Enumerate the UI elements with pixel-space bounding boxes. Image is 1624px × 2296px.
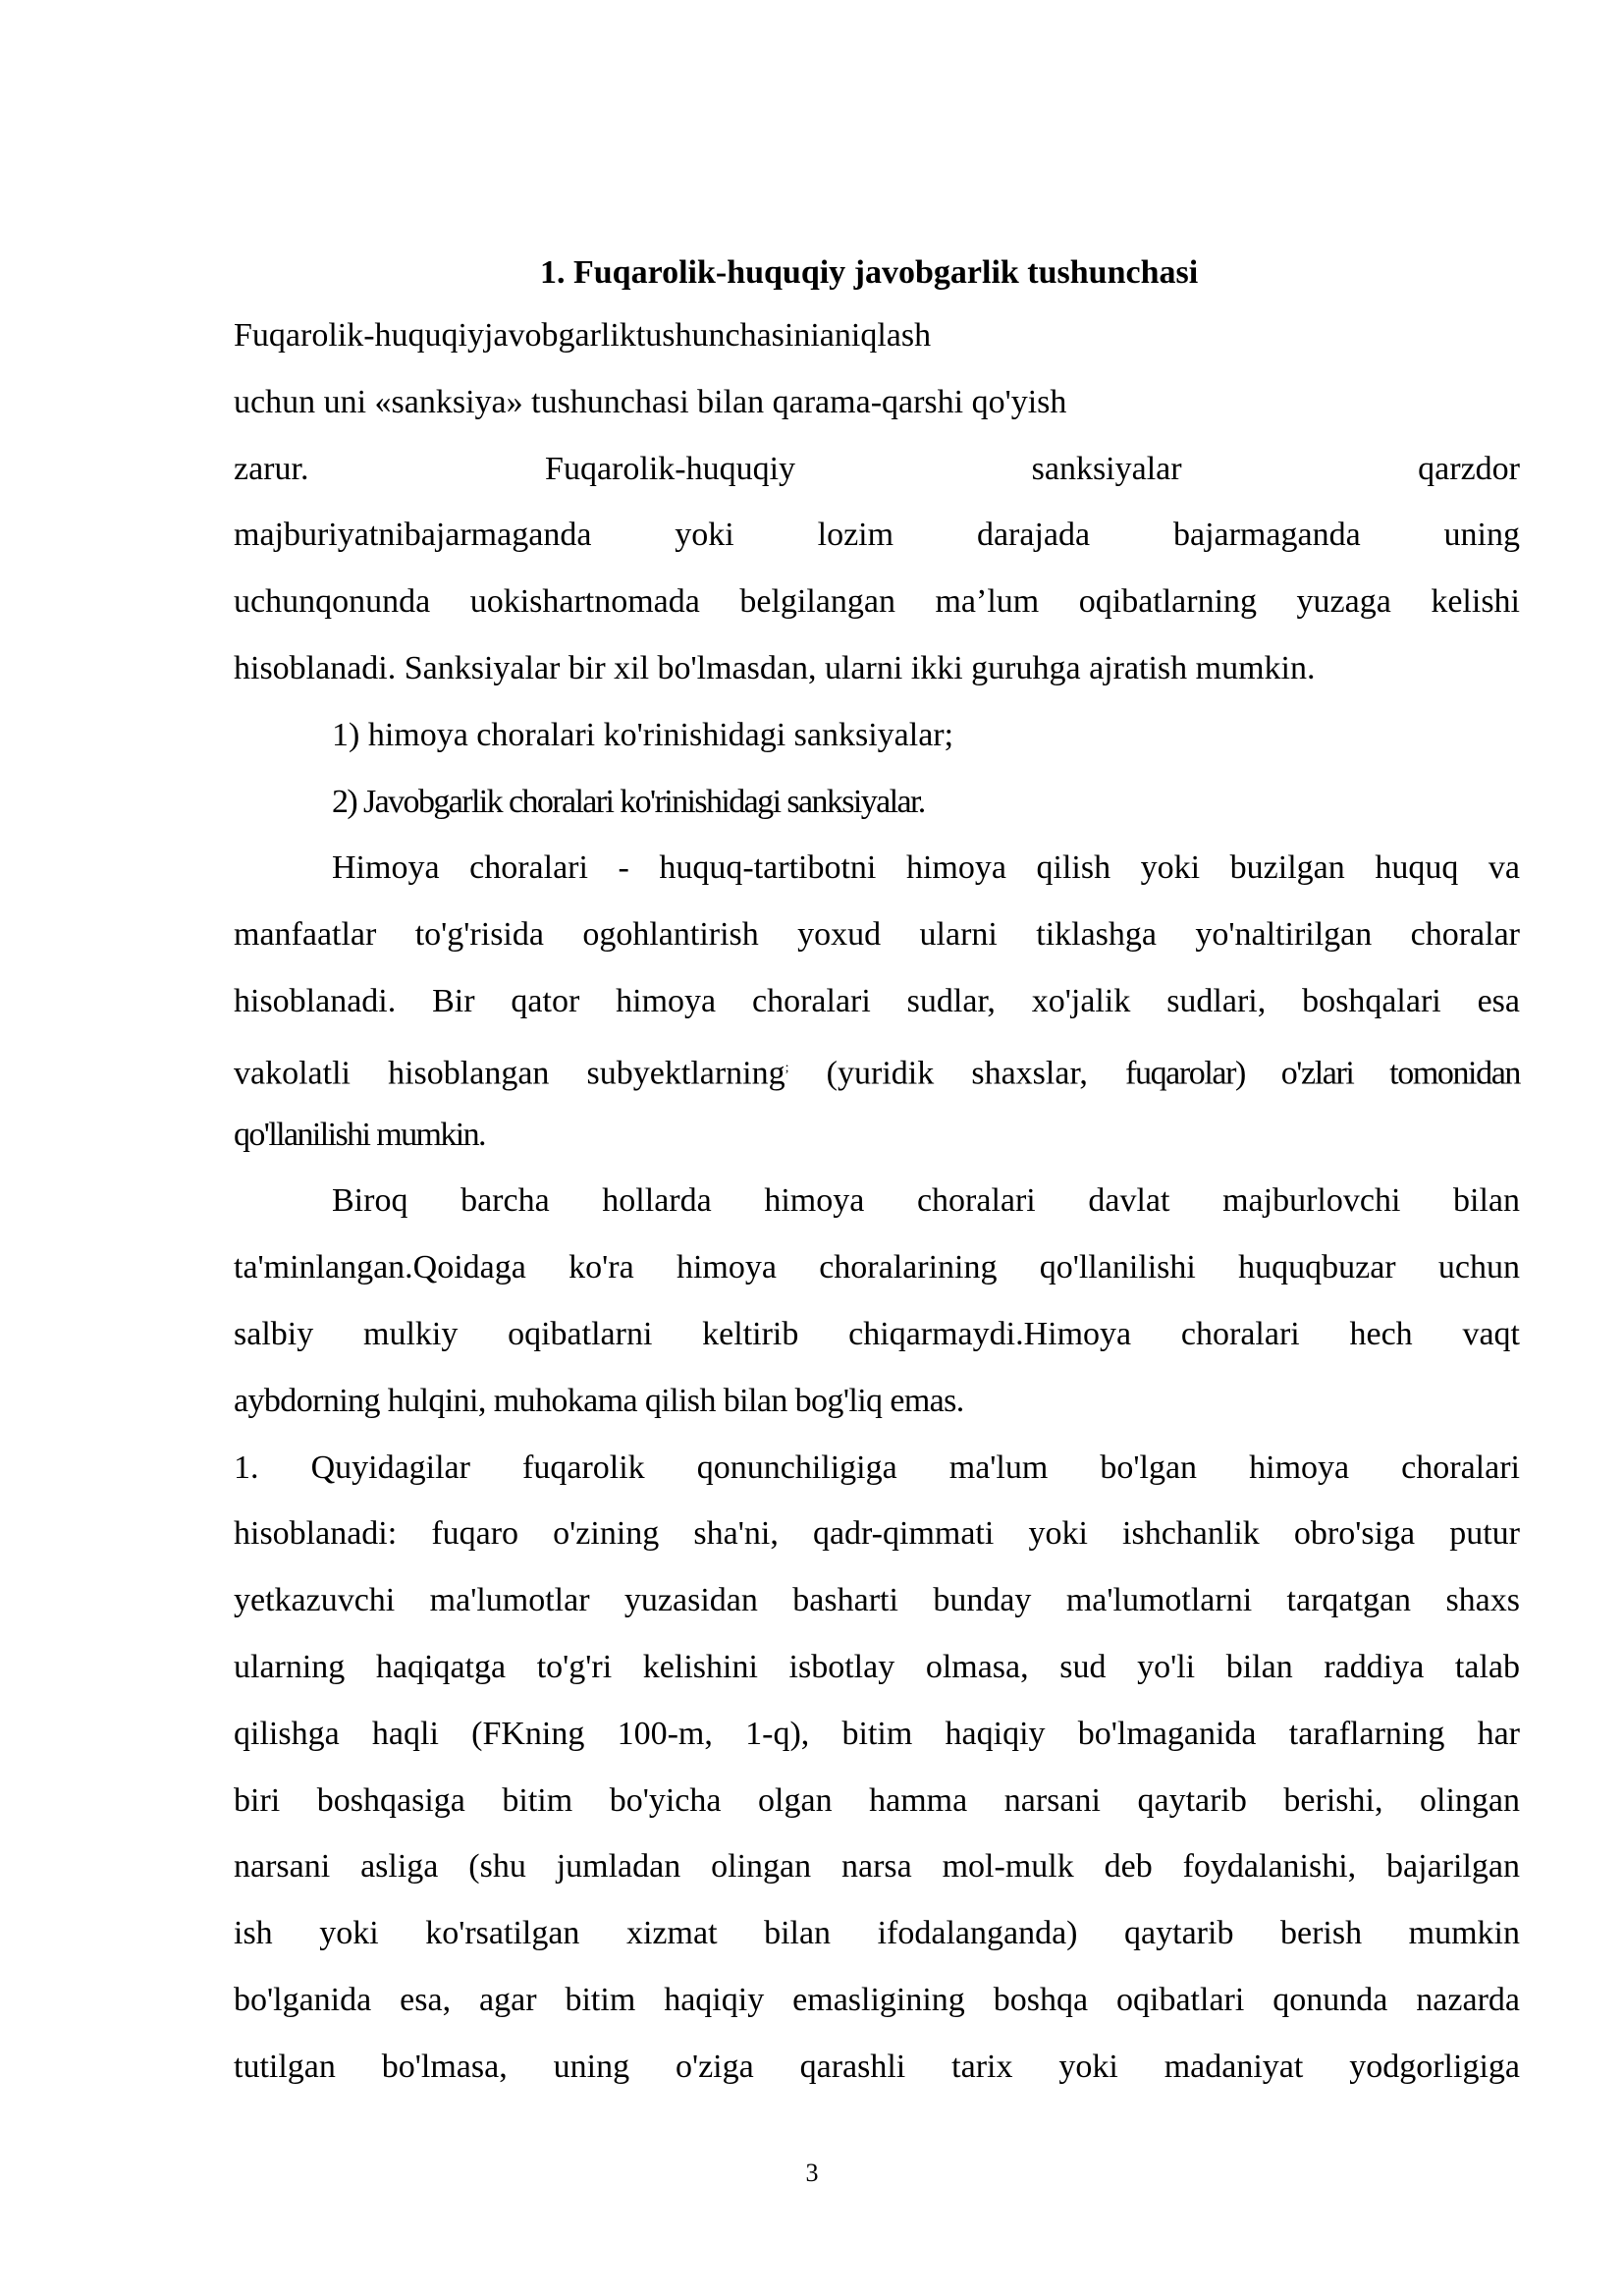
paragraph-examples: [234, 1435, 1520, 2101]
text-fragment: fuqarolar) o'zlari tomonidan: [1125, 1055, 1520, 1092]
text-line: yetkazuvchi ma'lumotlar yuzasidan basharti bunday ma'lumotlarni tarqatgan shaxs: [234, 1582, 1520, 1619]
list-item: 1) himoya choralari ko'rinishidagi sanksiyalar;: [332, 716, 954, 753]
text-line: salbiy mulkiy oqibatlarni keltirib chiqarmaydi.Himoya choralari hech vaqt: [234, 1315, 1520, 1352]
page-body: [234, 244, 1520, 2101]
paragraph-protection-measures: [234, 835, 1520, 1168]
text-line: majburiyatnibajarmaganda yoki lozim darajada bajarmaganda uning: [234, 517, 1520, 554]
text-line: hisoblanadi: fuqaro o'zining sha'ni, qadr-qimmati yoki ishchanlik obro'siga putur: [234, 1515, 1520, 1553]
text-line: uchun uni «sanksiya» tushunchasi bilan qarama-qarshi qo'yish: [234, 383, 1067, 420]
text-line: [234, 1035, 1520, 1102]
paragraph-coercion: [234, 1168, 1520, 1434]
text-line: narsani asliga (shu jumladan olingan narsa mol-mulk deb foydalanishi, bajarilgan: [234, 1848, 1520, 1886]
text-line: ta'minlangan.Qoidaga ko'ra himoya choralarining qo'llanilishi huquqbuzar uchun: [234, 1249, 1520, 1286]
text-line: zarur. Fuqarolik-huquqiy sanksiyalar qarzdor: [234, 450, 1520, 487]
text-line: hisoblanadi. Sanksiyalar bir xil bo'lmasdan, ularni ikki guruhga ajratish mumkin.: [234, 649, 1316, 686]
text-line: aybdorning hulqini, muhokama qilish bilan bog'liq emas.: [234, 1382, 964, 1419]
text-line: bo'lganida esa, agar bitim haqiqiy emasligining boshqa oqibatlari qonunda nazarda: [234, 1981, 1520, 2018]
text-line: qilishga haqli (FKning 100-m, 1-q), bitim haqiqiy bo'lmaganida taraflarning har: [234, 1715, 1520, 1752]
text-line: Biroq barcha hollarda himoya choralari davlat majburlovchi bilan: [332, 1182, 1520, 1220]
page-number: 3: [805, 2159, 819, 2187]
text-line: Himoya choralari - huquq-tartibotni himoya qilish yoki buzilgan huquq va: [332, 849, 1520, 887]
text-line: ularning haqiqatga to'g'ri kelishini isbotlay olmasa, sud yo'li bilan raddiya talab: [234, 1648, 1520, 1685]
text-line: qo'llanilishi mumkin.: [234, 1116, 485, 1153]
text-line: biri boshqasiga bitim bo'yicha olgan hamma narsani qaytarib berishi, olingan: [234, 1781, 1520, 1819]
text-line: hisoblanadi. Bir qator himoya choralari sudlar, xo'jalik sudlari, boshqalari esa: [234, 982, 1520, 1019]
list-item: 2) Javobgarlik choralari ko'rinishidagi sanksiyalar.: [332, 783, 925, 820]
sanction-list: [234, 702, 1520, 836]
text-line: Fuqarolik-huquqiyjavobgarliktushunchasinianiqlash: [234, 317, 932, 354]
text-line: tutilgan bo'lmasa, uning o'ziga qarashli tarix yoki madaniyat yodgorligiga: [234, 2048, 1520, 2085]
section-heading: 1. Fuqarolik-huquqiy javobgarlik tushunchasi: [540, 254, 1199, 291]
paragraph-definition: [234, 302, 1520, 702]
text-line: ish yoki ko'rsatilgan xizmat bilan ifodalanganda) qaytarib berish mumkin: [234, 1915, 1520, 1952]
text-line: manfaatlar to'g'risida ogohlantirish yoxud ularni tiklashga yo'naltirilgan choralar: [234, 916, 1520, 954]
text-line: uchunqonunda uokishartnomada belgilangan ma’lum oqibatlarning yuzaga kelishi: [234, 583, 1520, 621]
text-line: 1. Quyidagilar fuqarolik qonunchiligiga ma'lum bo'lgan himoya choralari: [234, 1449, 1520, 1486]
text-fragment: vakolatli hisoblangan subyektlarning: [234, 1055, 785, 1092]
text-fragment: (yuridik shaxslar,: [788, 1055, 1126, 1092]
footnote-mark: ;: [785, 1060, 789, 1075]
